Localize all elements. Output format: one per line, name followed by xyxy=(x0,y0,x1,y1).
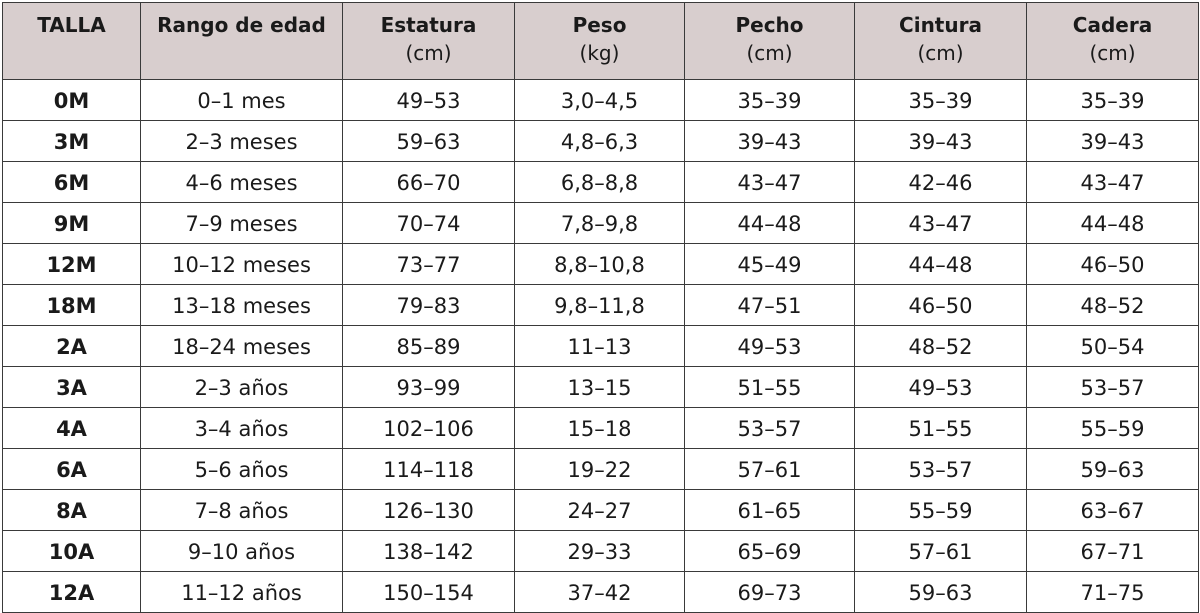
table-row xyxy=(3,367,1199,408)
table-row xyxy=(3,244,1199,285)
cell-cadera: 59–63 xyxy=(1027,449,1199,490)
cell-pecho: 39–43 xyxy=(685,121,855,162)
cell-estatura: 59–63 xyxy=(343,121,515,162)
cell-pecho: 43–47 xyxy=(685,162,855,203)
table-row xyxy=(3,531,1199,572)
cell-pecho: 57–61 xyxy=(685,449,855,490)
cell-rango-edad: 9–10 años xyxy=(141,531,343,572)
cell-cadera: 39–43 xyxy=(1027,121,1199,162)
cell-rango-edad: 18–24 meses xyxy=(141,326,343,367)
cell-pecho: 53–57 xyxy=(685,408,855,449)
cell-estatura: 114–118 xyxy=(343,449,515,490)
cell-peso: 9,8–11,8 xyxy=(515,285,685,326)
cell-cintura: 39–43 xyxy=(855,121,1027,162)
cell-talla: 8A xyxy=(3,490,141,531)
cell-estatura: 49–53 xyxy=(343,80,515,121)
cell-rango-edad: 2–3 años xyxy=(141,367,343,408)
table-row xyxy=(3,162,1199,203)
table-body xyxy=(3,80,1199,613)
cell-cadera: 35–39 xyxy=(1027,80,1199,121)
table-row xyxy=(3,203,1199,244)
cell-cintura: 53–57 xyxy=(855,449,1027,490)
cell-peso: 15–18 xyxy=(515,408,685,449)
cell-cadera: 46–50 xyxy=(1027,244,1199,285)
header-cadera-unit: (cm) xyxy=(1089,41,1136,65)
cell-cadera: 55–59 xyxy=(1027,408,1199,449)
cell-cintura: 57–61 xyxy=(855,531,1027,572)
header-estatura-label: Estatura xyxy=(380,13,477,37)
cell-cintura: 49–53 xyxy=(855,367,1027,408)
cell-cintura: 59–63 xyxy=(855,572,1027,613)
cell-pecho: 45–49 xyxy=(685,244,855,285)
cell-peso: 29–33 xyxy=(515,531,685,572)
cell-talla: 6A xyxy=(3,449,141,490)
cell-cintura: 44–48 xyxy=(855,244,1027,285)
cell-talla: 2A xyxy=(3,326,141,367)
cell-estatura: 150–154 xyxy=(343,572,515,613)
cell-peso: 13–15 xyxy=(515,367,685,408)
cell-cadera: 63–67 xyxy=(1027,490,1199,531)
cell-estatura: 138–142 xyxy=(343,531,515,572)
cell-estatura: 93–99 xyxy=(343,367,515,408)
cell-pecho: 51–55 xyxy=(685,367,855,408)
cell-talla: 6M xyxy=(3,162,141,203)
header-peso-label: Peso xyxy=(572,13,627,37)
cell-talla: 9M xyxy=(3,203,141,244)
cell-cintura: 46–50 xyxy=(855,285,1027,326)
cell-estatura: 102–106 xyxy=(343,408,515,449)
cell-pecho: 65–69 xyxy=(685,531,855,572)
table-row xyxy=(3,326,1199,367)
header-rango-edad xyxy=(141,3,343,80)
header-estatura-unit: (cm) xyxy=(405,41,452,65)
header-peso xyxy=(515,3,685,80)
cell-rango-edad: 4–6 meses xyxy=(141,162,343,203)
size-chart-table xyxy=(2,2,1199,613)
cell-rango-edad: 7–9 meses xyxy=(141,203,343,244)
header-pecho xyxy=(685,3,855,80)
header-cintura-label: Cintura xyxy=(899,13,982,37)
header-talla xyxy=(3,3,141,80)
cell-cintura: 51–55 xyxy=(855,408,1027,449)
table-header xyxy=(3,3,1199,80)
cell-peso: 24–27 xyxy=(515,490,685,531)
cell-talla: 10A xyxy=(3,531,141,572)
cell-cintura: 48–52 xyxy=(855,326,1027,367)
header-talla-label: TALLA xyxy=(37,13,106,37)
cell-estatura: 70–74 xyxy=(343,203,515,244)
cell-peso: 6,8–8,8 xyxy=(515,162,685,203)
cell-peso: 37–42 xyxy=(515,572,685,613)
cell-cintura: 43–47 xyxy=(855,203,1027,244)
table-row xyxy=(3,121,1199,162)
cell-cadera: 44–48 xyxy=(1027,203,1199,244)
cell-talla: 4A xyxy=(3,408,141,449)
cell-cintura: 42–46 xyxy=(855,162,1027,203)
table-row xyxy=(3,449,1199,490)
header-peso-unit: (kg) xyxy=(579,41,620,65)
cell-talla: 18M xyxy=(3,285,141,326)
header-cadera-label: Cadera xyxy=(1072,13,1153,37)
header-cintura-unit: (cm) xyxy=(917,41,964,65)
cell-estatura: 79–83 xyxy=(343,285,515,326)
cell-cadera: 67–71 xyxy=(1027,531,1199,572)
cell-estatura: 66–70 xyxy=(343,162,515,203)
table-row xyxy=(3,490,1199,531)
header-cadera xyxy=(1027,3,1199,80)
cell-pecho: 69–73 xyxy=(685,572,855,613)
cell-rango-edad: 10–12 meses xyxy=(141,244,343,285)
header-row xyxy=(3,3,1199,80)
header-cintura xyxy=(855,3,1027,80)
cell-pecho: 44–48 xyxy=(685,203,855,244)
header-rango-edad-label: Rango de edad xyxy=(157,13,326,37)
cell-talla: 3M xyxy=(3,121,141,162)
cell-peso: 11–13 xyxy=(515,326,685,367)
table-row xyxy=(3,572,1199,613)
cell-estatura: 85–89 xyxy=(343,326,515,367)
cell-peso: 8,8–10,8 xyxy=(515,244,685,285)
cell-talla: 12M xyxy=(3,244,141,285)
cell-talla: 12A xyxy=(3,572,141,613)
cell-cadera: 48–52 xyxy=(1027,285,1199,326)
cell-cadera: 71–75 xyxy=(1027,572,1199,613)
cell-peso: 7,8–9,8 xyxy=(515,203,685,244)
cell-rango-edad: 5–6 años xyxy=(141,449,343,490)
cell-pecho: 49–53 xyxy=(685,326,855,367)
table-row xyxy=(3,80,1199,121)
cell-rango-edad: 2–3 meses xyxy=(141,121,343,162)
cell-peso: 4,8–6,3 xyxy=(515,121,685,162)
cell-peso: 3,0–4,5 xyxy=(515,80,685,121)
cell-pecho: 61–65 xyxy=(685,490,855,531)
cell-cadera: 50–54 xyxy=(1027,326,1199,367)
header-pecho-unit: (cm) xyxy=(746,41,793,65)
cell-estatura: 126–130 xyxy=(343,490,515,531)
header-estatura xyxy=(343,3,515,80)
cell-talla: 3A xyxy=(3,367,141,408)
table-row xyxy=(3,408,1199,449)
cell-rango-edad: 11–12 años xyxy=(141,572,343,613)
cell-estatura: 73–77 xyxy=(343,244,515,285)
cell-peso: 19–22 xyxy=(515,449,685,490)
table-row xyxy=(3,285,1199,326)
cell-cintura: 55–59 xyxy=(855,490,1027,531)
cell-pecho: 47–51 xyxy=(685,285,855,326)
cell-rango-edad: 3–4 años xyxy=(141,408,343,449)
cell-cadera: 43–47 xyxy=(1027,162,1199,203)
cell-rango-edad: 0–1 mes xyxy=(141,80,343,121)
cell-rango-edad: 13–18 meses xyxy=(141,285,343,326)
cell-talla: 0M xyxy=(3,80,141,121)
cell-pecho: 35–39 xyxy=(685,80,855,121)
cell-rango-edad: 7–8 años xyxy=(141,490,343,531)
cell-cadera: 53–57 xyxy=(1027,367,1199,408)
cell-cintura: 35–39 xyxy=(855,80,1027,121)
header-pecho-label: Pecho xyxy=(735,13,804,37)
